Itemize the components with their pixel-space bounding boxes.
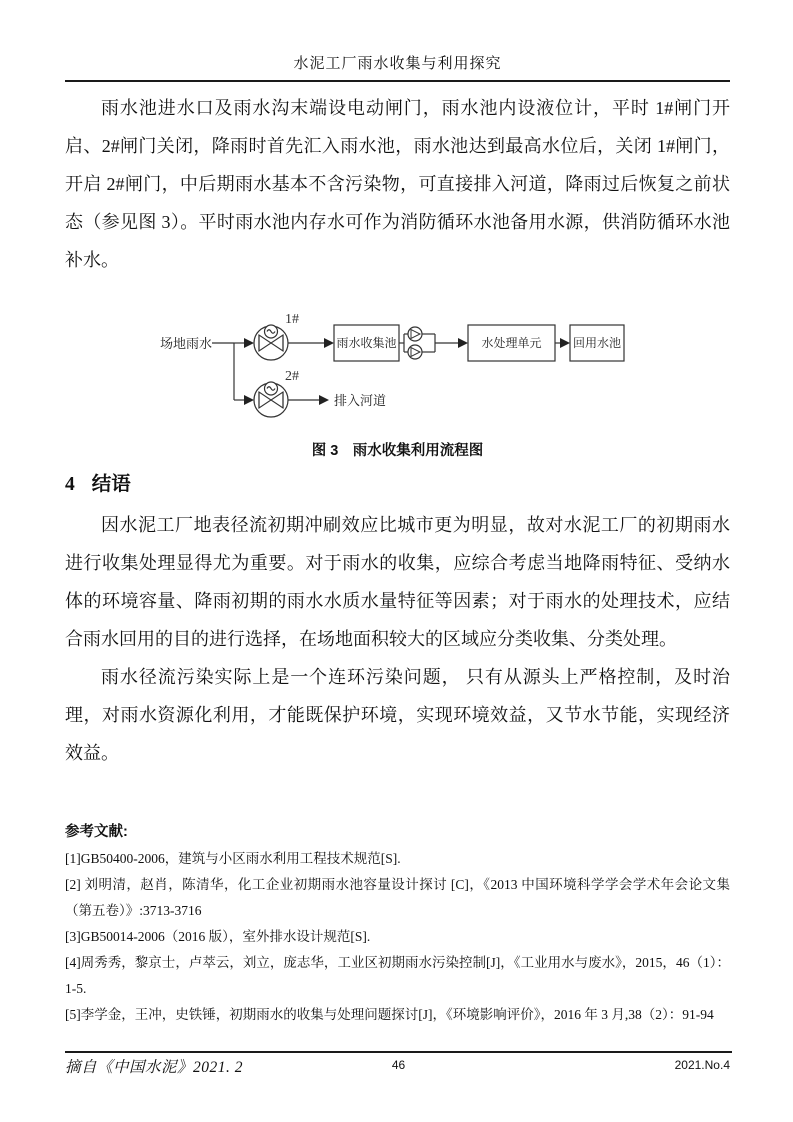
arrowhead-icon xyxy=(324,338,334,348)
arrowhead-icon xyxy=(244,395,254,405)
reference-item: [2] 刘明清，赵肖，陈清华，化工企业初期雨水池容量设计探讨 [C]，《2013 中国环境科学学会学术年会论文集（第五卷）》:3713-3716 xyxy=(65,877,730,918)
figure-caption: 图 3 雨水收集利用流程图 xyxy=(311,443,484,459)
references-heading: 参考文献: xyxy=(65,824,128,840)
reference-item: [3]GB50014-2006（2016 版），室外排水设计规范[S]. xyxy=(65,929,371,944)
reference-item: [4]周秀秀，黎京士，卢萃云，刘立，庞志华，工业区初期雨水污染控制[J]，《工业用水与废水》，2015，46（1）：1-5. xyxy=(65,955,730,996)
paragraph-conclusion-2: 雨水径流污染实际上是一个连环污染问题， 只有从源头上严格控制，及时治理，对雨水资源化利用，才能既保护环境，实现环境效益，又节水节能，实现经济效益。 xyxy=(65,667,730,763)
page-number: 46 xyxy=(391,1058,406,1072)
issue-number: 2021.No.4 xyxy=(674,1058,730,1072)
arrowhead-icon xyxy=(458,338,468,348)
collect-box-label: 雨水收集池 xyxy=(336,336,397,350)
valve-1-number: 1# xyxy=(285,312,299,327)
figure-flow-diagram xyxy=(152,305,730,430)
valve-2-icon xyxy=(254,382,288,417)
section-number: 4 xyxy=(65,474,75,495)
pump-manifold xyxy=(399,327,435,359)
reuse-box-label: 回用水池 xyxy=(572,336,622,350)
document-page xyxy=(65,52,730,1077)
section-heading-conclusion xyxy=(65,468,730,496)
arrowhead-icon xyxy=(319,395,329,405)
diagram-source-label: 场地雨水 xyxy=(160,336,213,351)
paragraph-conclusion-1: 因水泥工厂地表径流初期冲刷效应比城市更为明显，故对水泥工厂的初期雨水进行收集处理显得尤为重要。对于雨水的收集，应综合考虑当地降雨特征、受纳水体的环境容量、降雨初期的雨水水质水量特征等因素；对于雨水的处理技术，应结合雨水回用的目的进行选择，在场地面积较大的区域应分类收集、分类处理。 xyxy=(65,515,730,649)
source-note: 摘自《中国水泥》2021. 2 xyxy=(65,1059,244,1076)
pump-icon xyxy=(408,345,422,359)
valve-2-number: 2# xyxy=(285,369,299,384)
references-section xyxy=(65,820,730,1028)
paragraph-intro: 雨水池进水口及雨水沟末端设电动闸门，雨水池内设液位计，平时 1#闸门开启、2#闸门关闭，降雨时首先汇入雨水池，雨水池达到最高水位后，关闭 1#闸门，开启 2#闸门，中后期雨水基本不含污染物，可直接排入河道，降雨过后恢复之前状态（参见图 3）。平时雨水池内存水可作为消防循环水池备用水源，供消防循环水池补水。 xyxy=(65,98,730,270)
pump-icon xyxy=(408,327,422,341)
valve-1-icon xyxy=(254,325,288,360)
reference-item: [1]GB50400-2006，建筑与小区雨水利用工程技术规范[S]. xyxy=(65,851,401,866)
reference-item: [5]李学金，王冲，史铁锤，初期雨水的收集与处理问题探讨[J]，《环境影响评价》，2016 年 3 月,38（2）：91-94 xyxy=(65,1007,714,1022)
flow-diagram-svg xyxy=(152,305,667,430)
section-title: 结语 xyxy=(91,473,131,495)
discharge-label: 排入河道 xyxy=(334,393,387,408)
arrowhead-icon xyxy=(560,338,570,348)
running-head-title: 水泥工厂雨水收集与利用探究 xyxy=(65,52,730,82)
treatment-box-label: 水处理单元 xyxy=(481,336,542,350)
arrowhead-icon xyxy=(244,338,254,348)
